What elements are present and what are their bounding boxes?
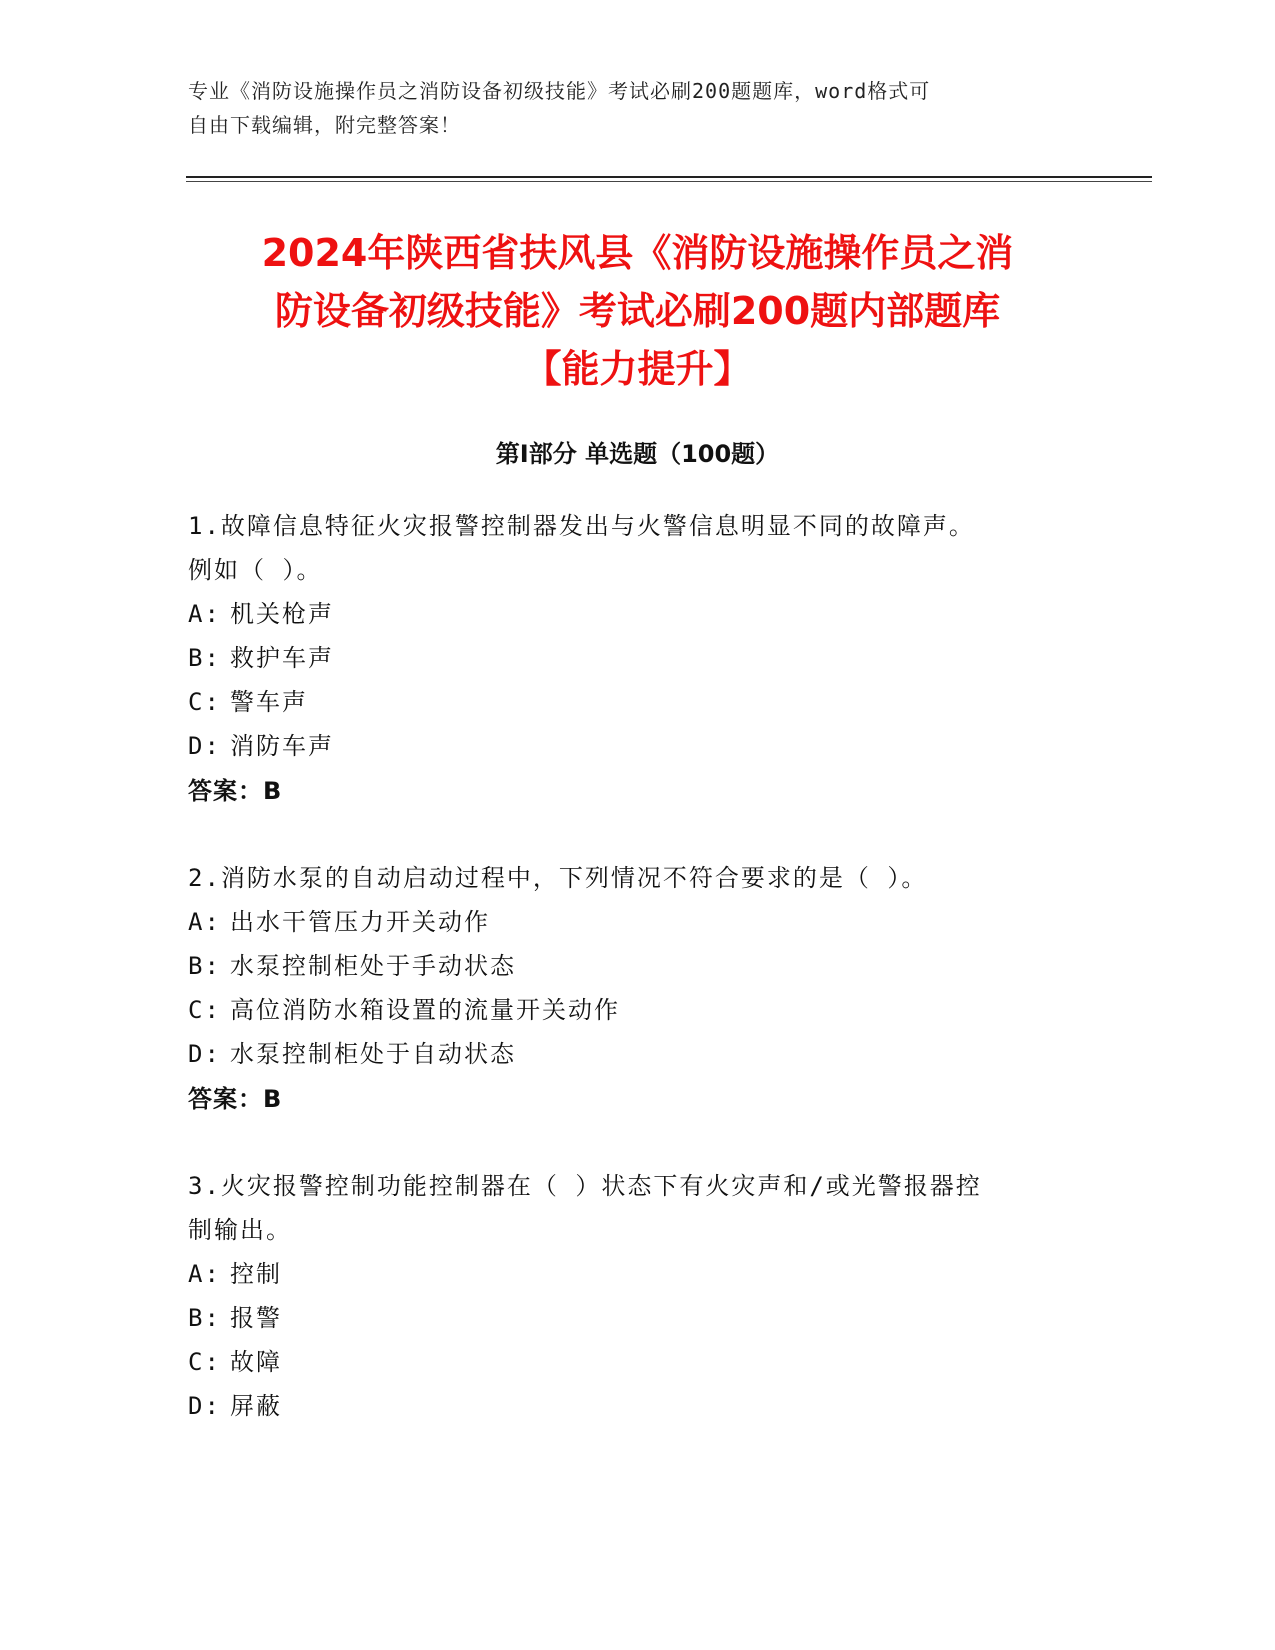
option-text: 报警 <box>230 1304 282 1332</box>
question-1 <box>188 504 1068 814</box>
question-3-option-a <box>188 1252 1068 1296</box>
option-key: A: <box>188 908 221 936</box>
option-text: 警车声 <box>230 688 308 716</box>
question-3 <box>188 1164 1068 1428</box>
option-key: C: <box>188 996 221 1024</box>
option-key: B: <box>188 952 221 980</box>
question-3-option-d <box>188 1384 1068 1428</box>
document-title-line-3: 【能力提升】 <box>523 347 752 391</box>
option-key: B: <box>188 1304 221 1332</box>
question-2-answer: 答案：B <box>188 1085 283 1113</box>
option-key: A: <box>188 600 221 628</box>
header-divider-thick <box>186 176 1152 178</box>
question-3-stem-line-1: 3.火灾报警控制功能控制器在（ ）状态下有火灾声和/或光警报器控 <box>188 1172 982 1200</box>
option-key: B: <box>188 644 221 672</box>
section-heading: 第Ⅰ部分 单选题（100题） <box>495 440 780 468</box>
question-1-option-d <box>188 724 1068 768</box>
question-3-option-b <box>188 1296 1068 1340</box>
question-2-option-a <box>188 900 1068 944</box>
question-1-option-a <box>188 592 1068 636</box>
header-note-line-2: 自由下载编辑，附完整答案！ <box>188 113 461 137</box>
question-2-option-c <box>188 988 1068 1032</box>
option-key: C: <box>188 1348 221 1376</box>
option-text: 机关枪声 <box>230 600 334 628</box>
question-1-stem-line-1: 1.故障信息特征火灾报警控制器发出与火警信息明显不同的故障声。 <box>188 512 975 540</box>
question-1-answer: 答案：B <box>188 777 283 805</box>
option-text: 高位消防水箱设置的流量开关动作 <box>230 996 620 1024</box>
question-3-option-c <box>188 1340 1068 1384</box>
question-2 <box>188 856 1068 1122</box>
question-2-stem-line-1: 2.消防水泵的自动启动过程中，下列情况不符合要求的是（ ）。 <box>188 864 928 892</box>
question-1-stem-line-2: 例如（ ）。 <box>188 556 323 584</box>
document-title-line-1: 2024年陕西省扶风县《消防设施操作员之消 <box>261 231 1014 275</box>
header-divider-thin <box>186 181 1152 182</box>
option-text: 控制 <box>230 1260 282 1288</box>
option-key: C: <box>188 688 221 716</box>
header-note-line-1: 专业《消防设施操作员之消防设备初级技能》考试必刷200题题库，word格式可 <box>188 79 931 103</box>
option-key: A: <box>188 1260 221 1288</box>
option-text: 救护车声 <box>230 644 334 672</box>
question-2-option-d <box>188 1032 1068 1076</box>
option-key: D: <box>188 1392 221 1420</box>
option-text: 水泵控制柜处于自动状态 <box>230 1040 516 1068</box>
question-2-option-b <box>188 944 1068 988</box>
option-key: D: <box>188 732 221 760</box>
question-1-option-b <box>188 636 1068 680</box>
option-text: 故障 <box>230 1348 282 1376</box>
question-3-stem-line-2: 制输出。 <box>188 1216 292 1244</box>
header-note <box>188 74 1088 142</box>
option-text: 消防车声 <box>230 732 334 760</box>
option-text: 水泵控制柜处于手动状态 <box>230 952 516 980</box>
document-title-line-2: 防设备初级技能》考试必刷200题内部题库 <box>274 289 1001 333</box>
option-key: D: <box>188 1040 221 1068</box>
option-text: 屏蔽 <box>230 1392 282 1420</box>
document-title <box>150 224 1125 398</box>
option-text: 出水干管压力开关动作 <box>230 908 490 936</box>
question-1-option-c <box>188 680 1068 724</box>
